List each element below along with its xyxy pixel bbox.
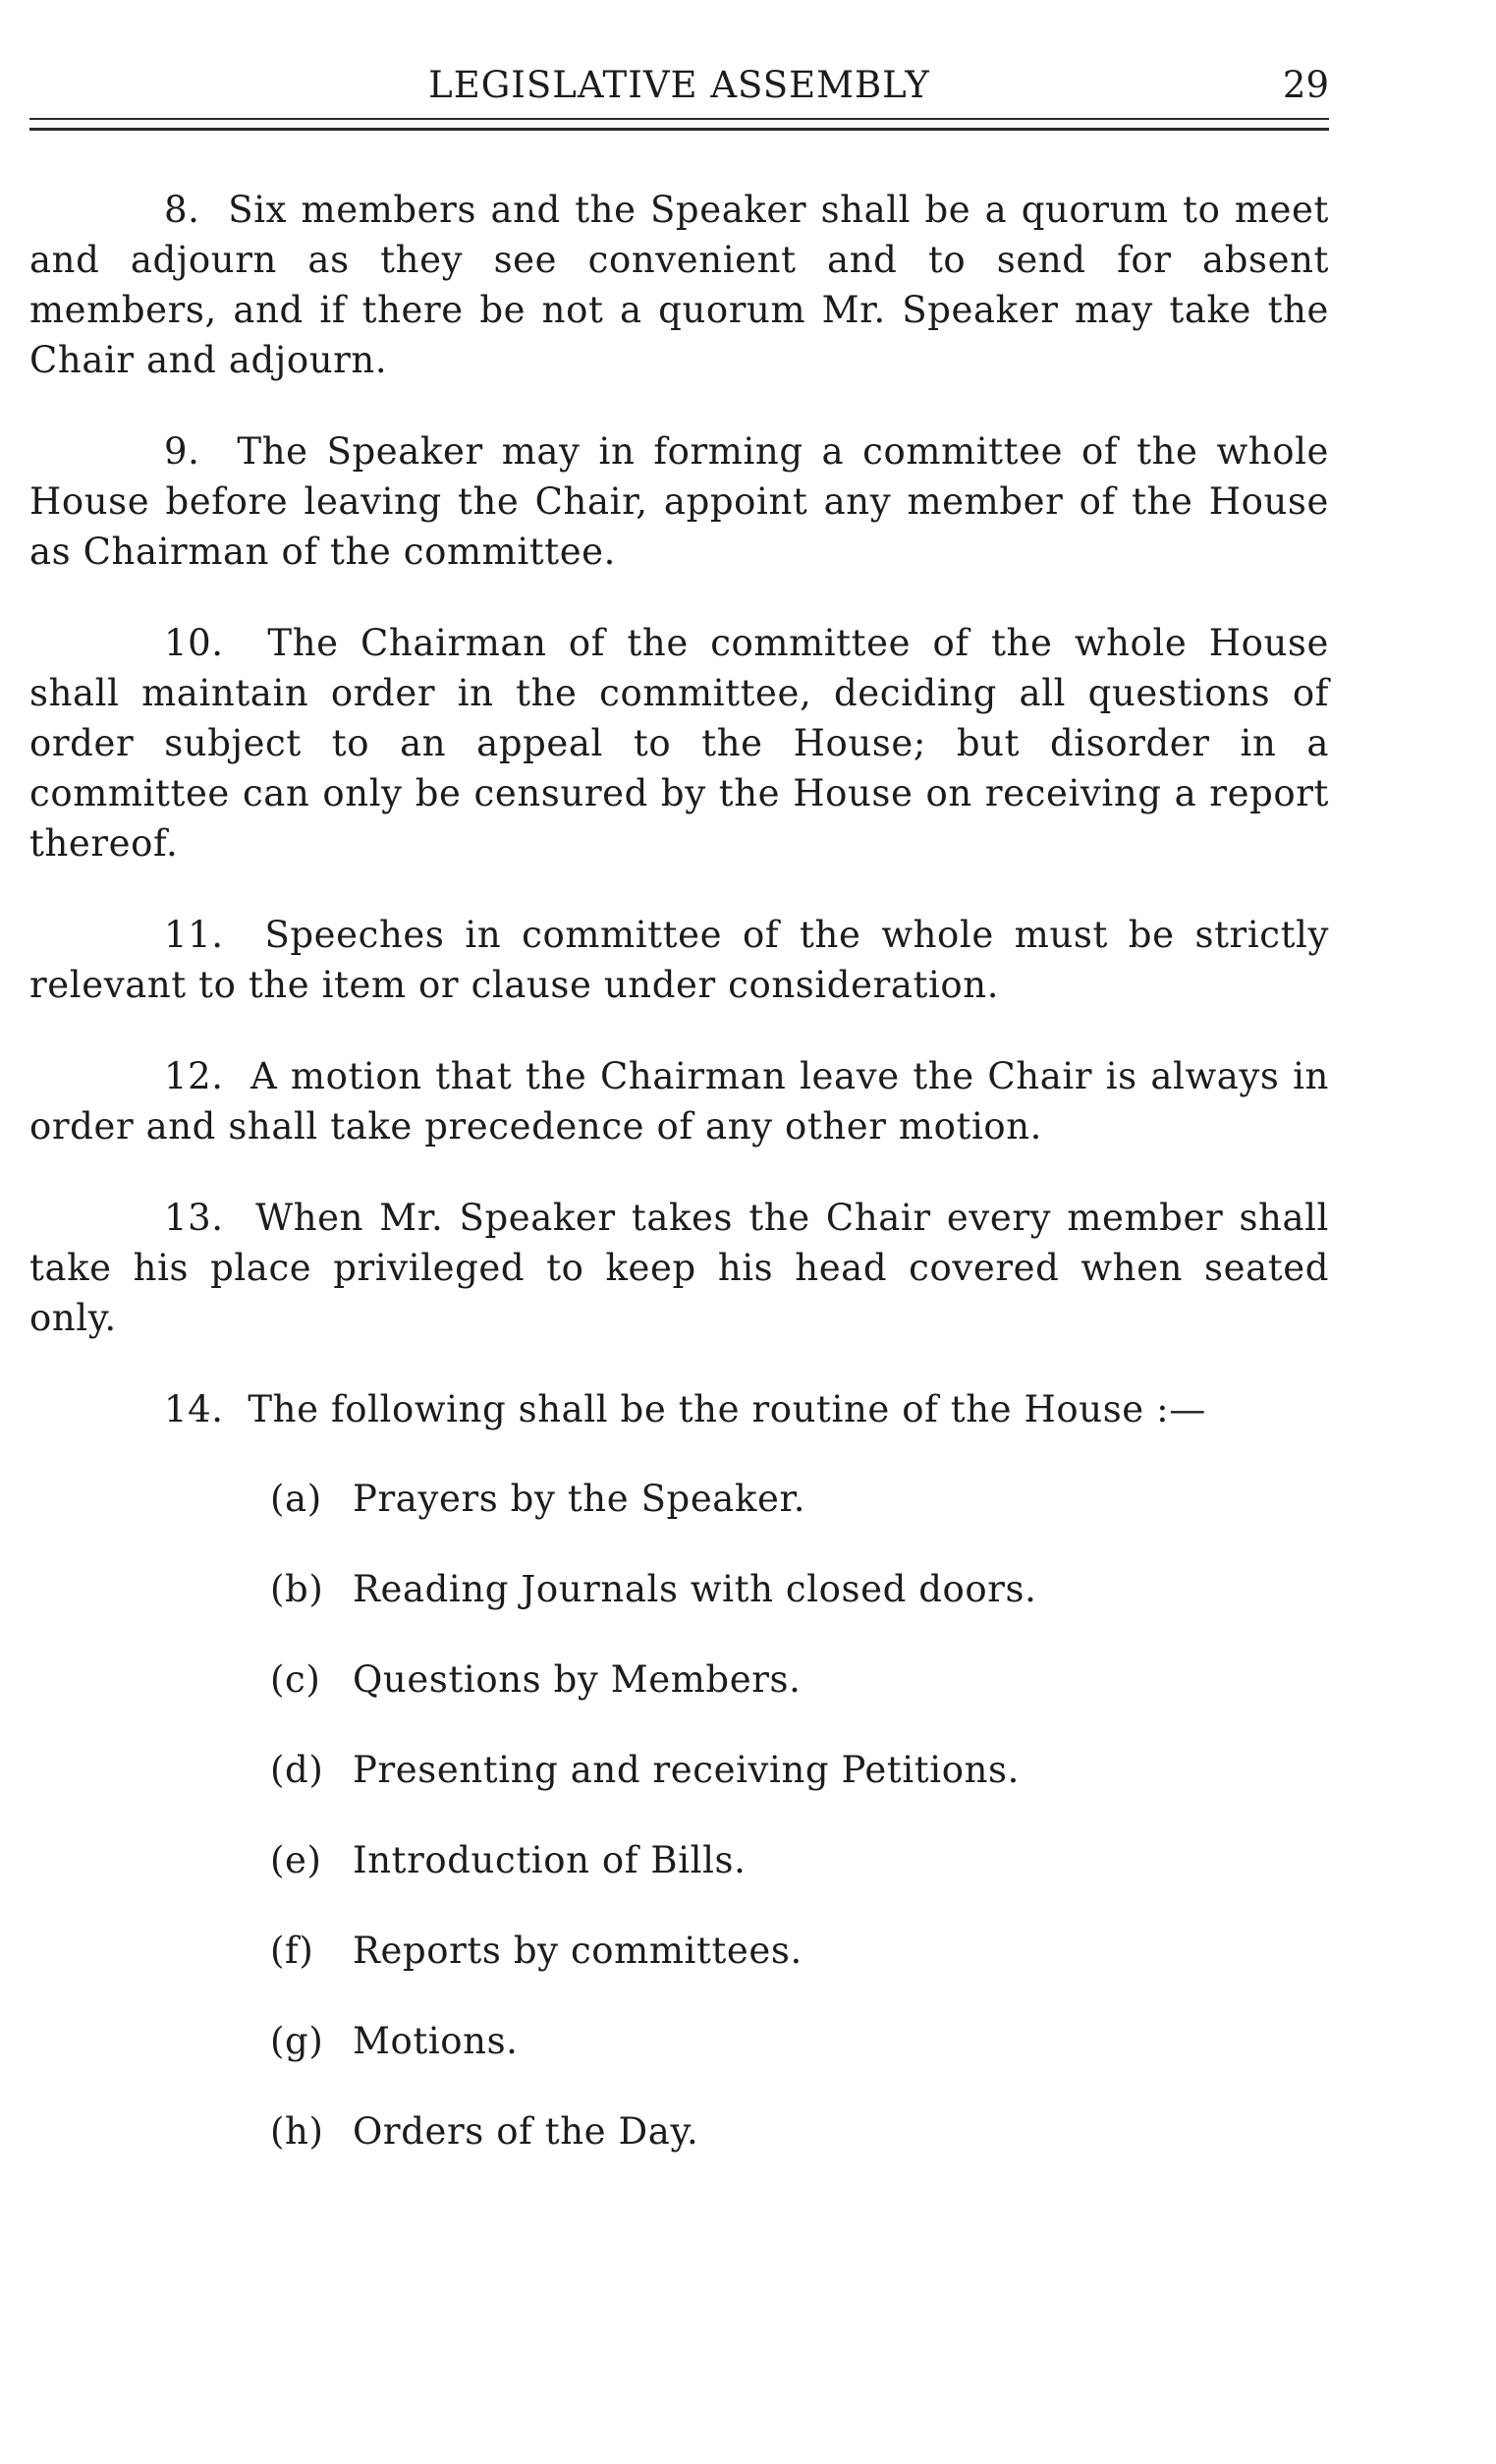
running-title: LEGISLATIVE ASSEMBLY [428, 64, 930, 106]
routine-item [270, 1745, 1329, 1795]
routine-item-text: Introduction of Bills. [353, 1839, 747, 1881]
rule-number: 11. [164, 914, 224, 956]
routine-item [270, 2016, 1329, 2066]
page-number: 29 [1282, 64, 1329, 106]
routine-item-text: Orders of the Day. [353, 2110, 699, 2153]
routine-item-text: Motions. [353, 2020, 519, 2062]
routine-item [270, 1926, 1329, 1976]
rule-text: A motion that the Chairman leave the Chair is always in order and shall take precedence of any other motion. [29, 1055, 1329, 1148]
routine-item-marker: (c) [270, 1658, 321, 1701]
rule-text: Speeches in committee of the whole must be strictly relevant to the item or clause under consideration. [29, 914, 1329, 1006]
rule-number: 12. [164, 1055, 224, 1097]
routine-item-text: Reading Journals with closed doors. [353, 1568, 1037, 1610]
routine-item [270, 2106, 1329, 2156]
routine-item-marker: (g) [270, 2020, 324, 2062]
routine-item-text: Prayers by the Speaker. [353, 1478, 806, 1520]
routine-item-text: Reports by committees. [353, 1930, 803, 1972]
page-header [29, 61, 1329, 110]
routine-item [270, 1835, 1329, 1885]
rule-text: When Mr. Speaker takes the Chair every member shall take his place privileged to keep his head covered when seated only. [29, 1197, 1329, 1339]
routine-item [270, 1654, 1329, 1705]
routine-item-marker: (e) [270, 1839, 322, 1881]
header-rule-top [29, 118, 1329, 120]
routine-item-marker: (a) [270, 1478, 322, 1520]
rule-paragraph-12 [29, 1051, 1329, 1151]
header-rule-bottom [29, 128, 1329, 131]
rule-number: 9. [164, 430, 200, 473]
routine-item-marker: (b) [270, 1568, 324, 1610]
page-body [29, 185, 1329, 2197]
routine-item-marker: (d) [270, 1749, 324, 1791]
routine-list [29, 1474, 1329, 2156]
routine-item [270, 1564, 1329, 1614]
rule-text: The following shall be the routine of the House :— [248, 1388, 1206, 1430]
routine-item-marker: (f) [270, 1930, 314, 1972]
rule-number: 13. [164, 1197, 224, 1239]
rule-number: 14. [164, 1388, 224, 1430]
rule-number: 10. [164, 622, 224, 664]
rule-text: The Chairman of the committee of the whole House shall maintain order in the committee, deciding all questions of order subject to an appeal to the House; but disorder in a committee can only be censured by the House on receiving a report thereof. [29, 622, 1329, 865]
rule-paragraph-13 [29, 1193, 1329, 1343]
routine-item-text: Questions by Members. [353, 1658, 802, 1701]
routine-item-text: Presenting and receiving Petitions. [353, 1749, 1020, 1791]
rule-paragraph-8 [29, 185, 1329, 385]
rule-paragraph-9 [29, 426, 1329, 577]
rule-paragraph-10 [29, 618, 1329, 868]
rule-paragraph-14 [164, 1384, 1329, 1434]
rule-number: 8. [164, 189, 200, 231]
rule-paragraph-11 [29, 910, 1329, 1010]
routine-item [270, 1474, 1329, 1524]
routine-item-marker: (h) [270, 2110, 324, 2153]
rule-text: The Speaker may in forming a committee of the whole House before leaving the Chair, appoint any member of the House as Chairman of the committee. [29, 430, 1329, 573]
rule-text: Six members and the Speaker shall be a quorum to meet and adjourn as they see convenient and to send for absent members, and if there be not a quorum Mr. Speaker may take the Chair and adjourn. [29, 189, 1329, 381]
